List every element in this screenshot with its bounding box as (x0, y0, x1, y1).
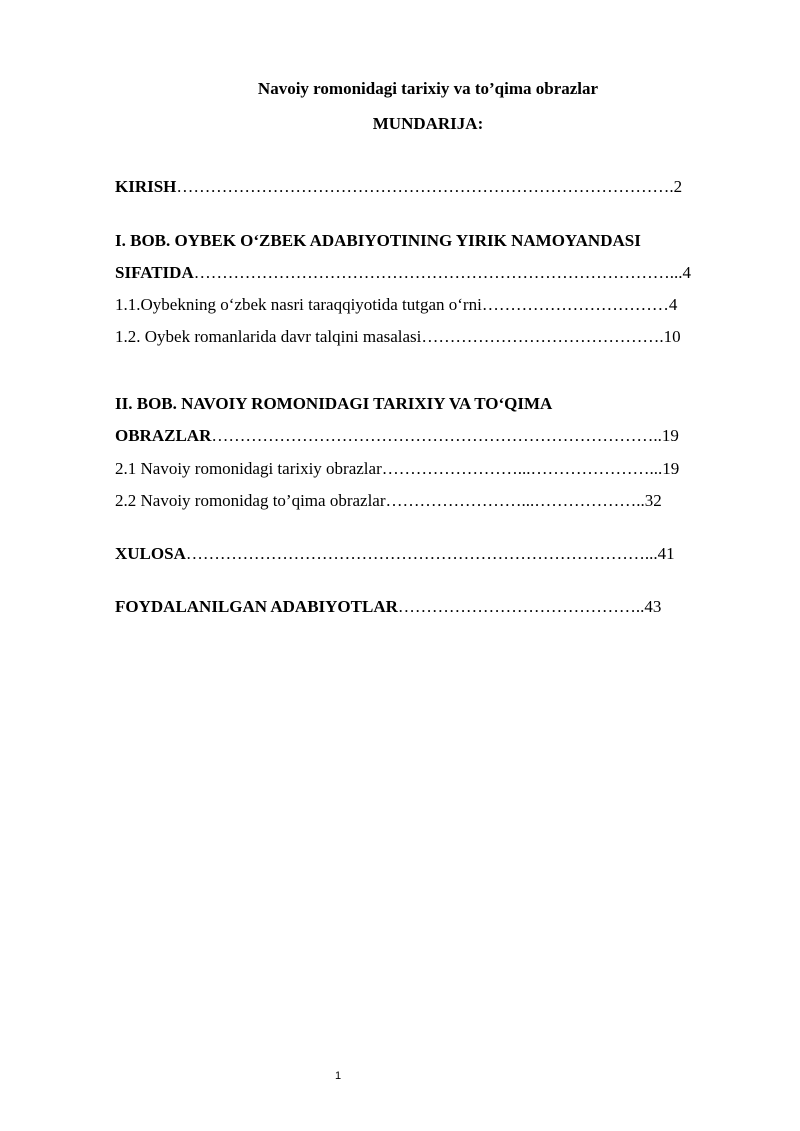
toc-entry-section-1-2 (115, 326, 740, 348)
toc-entry-leader: ……………………...……………….. (385, 491, 645, 510)
toc-entry-page: 10 (663, 327, 681, 346)
toc-entry-page: 19 (662, 459, 680, 478)
toc-entry-label: 1.2. Oybek romanlarida davr talqini masalasi (115, 327, 422, 346)
toc-entry-section-2-2 (115, 490, 740, 512)
toc-entry-label: I. BOB. OYBEK O‘ZBEK ADABIYOTINING YIRIK NAMOYANDASI (115, 231, 641, 250)
toc-entry-label: SIFATIDA (115, 263, 194, 282)
toc-entry-label: OBRAZLAR (115, 426, 212, 445)
toc-entry-page: 4 (668, 295, 678, 314)
toc-entry-leader: …………………………………………………………………………... (193, 263, 683, 282)
toc-entry-references (115, 596, 740, 618)
toc-entry-label: II. BOB. NAVOIY ROMONIDAGI TARIXIY VA TO‘QIMA (115, 394, 553, 413)
toc-entry-page: 32 (644, 491, 662, 510)
toc-entry-section-2-1 (115, 458, 740, 480)
toc-heading: MUNDARIJA: (372, 114, 484, 133)
toc-entry-xulosa (115, 543, 740, 565)
toc-entry-chapter-2 (115, 425, 740, 447)
toc-entry-label: 2.2 Navoiy romonidag to’qima obrazlar (115, 491, 386, 510)
toc-entry-page: 41 (657, 544, 675, 563)
toc-entry-label: 1.1.Oybekning o‘zbek nasri taraqqiyotida tutgan o‘rni (115, 295, 482, 314)
page-number: 1 (334, 1070, 342, 1082)
toc-entry-page: 19 (661, 426, 679, 445)
toc-entry-page: 43 (644, 597, 662, 616)
toc-entry-leader: ……………………...…………………... (381, 459, 663, 478)
toc-entry-leader: ………………………………………………………………………... (185, 544, 658, 563)
toc-entry-label: XULOSA (115, 544, 186, 563)
toc-entry-kirish (115, 176, 740, 198)
toc-entry-label: KIRISH (115, 177, 177, 196)
toc-entry-leader: …………………………… (481, 295, 669, 314)
toc-entry-label: 2.1 Navoiy romonidagi tarixiy obrazlar (115, 459, 382, 478)
toc-entry-page: 2 (673, 177, 683, 196)
document-title: Navoiy romonidagi tarixiy va to’qima obrazlar (257, 79, 599, 98)
toc-entry-leader: ……………………………………………………………………………. (176, 177, 674, 196)
toc-entry-leader: …………………………………………………………………….. (211, 426, 662, 445)
toc-entry-chapter-1 (115, 262, 740, 284)
toc-entry-page: 4 (682, 263, 691, 282)
toc-entry-label: FOYDALANILGAN ADABIYOTLAR (115, 597, 398, 616)
toc-entry-chapter-1-title (115, 230, 740, 252)
toc-entry-leader: …………………………………….. (397, 597, 645, 616)
toc-entry-chapter-2-title (115, 393, 740, 415)
toc-entry-leader: ……………………………………. (421, 327, 664, 346)
toc-entry-section-1-1 (115, 294, 740, 316)
